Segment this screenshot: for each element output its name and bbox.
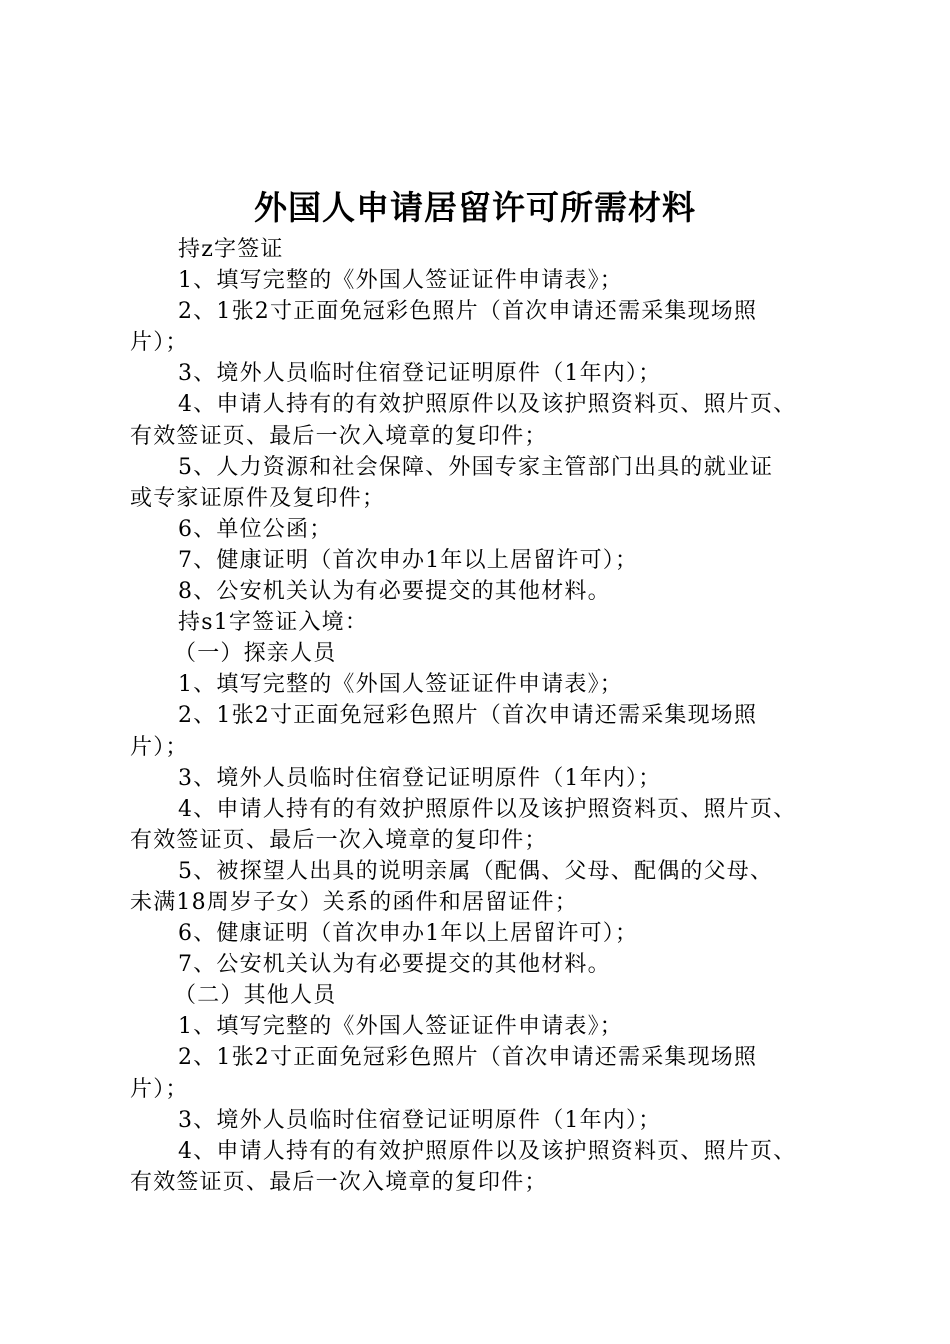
paragraph-line: 4、申请人持有的有效护照原件以及该护照资料页、照片页、 xyxy=(178,796,797,822)
paragraph-line: 1、填写完整的《外国人签证证件申请表》； xyxy=(178,268,623,294)
paragraph-line: 2、1张2寸正面免冠彩色照片（首次申请还需采集现场照 xyxy=(178,299,758,325)
paragraph-line: 2、1张2寸正面免冠彩色照片（首次申请还需采集现场照 xyxy=(178,703,758,729)
paragraph-line: 6、健康证明（首次申办1年以上居留许可）； xyxy=(178,921,639,947)
paragraph-line: 片）； xyxy=(130,734,189,760)
paragraph-line: 5、人力资源和社会保障、外国专家主管部门出具的就业证 xyxy=(178,454,774,480)
paragraph-line: 有效签证页、最后一次入境章的复印件； xyxy=(130,827,548,853)
paragraph-line: 3、境外人员临时住宿登记证明原件（1年内）； xyxy=(178,361,662,387)
paragraph-line: 持s1字签证入境： xyxy=(178,610,369,636)
paragraph-line: 或专家证原件及复印件； xyxy=(130,485,386,511)
paragraph-line: 6、单位公函； xyxy=(178,516,333,542)
paragraph-line: 7、健康证明（首次申办1年以上居留许可）； xyxy=(178,547,639,573)
paragraph-line: 有效签证页、最后一次入境章的复印件； xyxy=(130,1169,548,1195)
paragraph-line: 7、公安机关认为有必要提交的其他材料。 xyxy=(178,952,611,978)
paragraph-line: 4、申请人持有的有效护照原件以及该护照资料页、照片页、 xyxy=(178,1138,797,1164)
paragraph-line: 3、境外人员临时住宿登记证明原件（1年内）； xyxy=(178,765,662,791)
paragraph-line: 未满18周岁子女）关系的函件和居留证件； xyxy=(130,889,578,915)
paragraph-line: 1、填写完整的《外国人签证证件申请表》； xyxy=(178,672,623,698)
document-body xyxy=(130,234,850,1198)
paragraph-line: 持z字签证 xyxy=(178,237,284,262)
paragraph-line: （二）其他人员 xyxy=(174,983,337,1009)
paragraph-line: 5、被探望人出具的说明亲属（配偶、父母、配偶的父母、 xyxy=(178,858,774,884)
paragraph-line: （一）探亲人员 xyxy=(174,641,337,667)
paragraph-line: 1、填写完整的《外国人签证证件申请表》； xyxy=(178,1014,623,1040)
paragraph-line: 8、公安机关认为有必要提交的其他材料。 xyxy=(178,579,611,605)
paragraph-line: 4、申请人持有的有效护照原件以及该护照资料页、照片页、 xyxy=(178,392,797,418)
paragraph-line: 片）； xyxy=(130,330,189,356)
document-title: 外国人申请居留许可所需材料 xyxy=(254,188,696,227)
paragraph-line: 有效签证页、最后一次入境章的复印件； xyxy=(130,423,548,449)
paragraph-line: 2、1张2寸正面免冠彩色照片（首次申请还需采集现场照 xyxy=(178,1045,758,1071)
paragraph-line: 3、境外人员临时住宿登记证明原件（1年内）； xyxy=(178,1107,662,1133)
paragraph-line: 片）； xyxy=(130,1076,189,1102)
